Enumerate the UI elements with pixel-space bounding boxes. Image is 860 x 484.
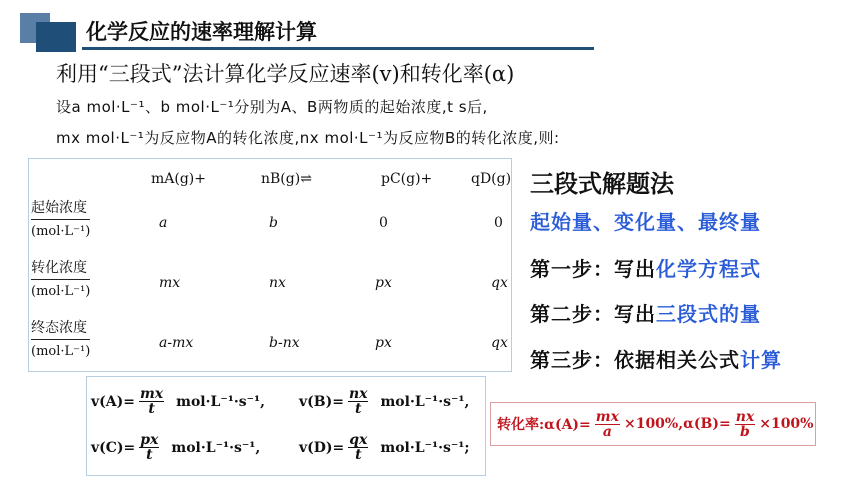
table-header-c: pC(g)+	[381, 171, 433, 187]
table-cell: px	[375, 335, 392, 351]
table-header-b: nB(g)⇌	[261, 171, 312, 187]
table-header-d: qD(g)	[471, 171, 512, 187]
formula-vC: v(C)= $\frac{px}{t}$ mol·L⁻¹·s⁻¹,	[91, 432, 261, 463]
table-cell: nx	[269, 275, 286, 291]
method-step-2: 第二步：写出三段式的量	[530, 302, 761, 326]
page-title: 化学反应的速率理解计算	[86, 20, 317, 44]
formula-vD: v(D)= $\frac{qx}{t}$ mol·L⁻¹·s⁻¹;	[299, 432, 470, 463]
method-title: 三段式解题法	[530, 170, 674, 198]
row-label-final: 终态浓度 (mol·L⁻¹)	[31, 320, 91, 359]
table-cell: b	[269, 215, 278, 231]
page-subtitle: 利用“三段式”法计算化学反应速率(v)和转化率(α)	[56, 62, 515, 86]
table-cell: qx	[491, 275, 508, 291]
formula-vB: v(B)= $\frac{nx}{t}$ mol·L⁻¹·s⁻¹,	[299, 386, 470, 417]
table-header-a: mA(g)+	[151, 171, 207, 187]
table-cell: 0	[379, 215, 388, 231]
table-cell: b-nx	[269, 335, 300, 351]
table-cell: mx	[159, 275, 181, 291]
table-cell: px	[375, 275, 392, 291]
conversion-rate-formula: 转化率:α(A)= $\frac{mx}{a}$ ×100%,α(B)= $\frac{nx}{b}$ ×100%	[490, 402, 816, 446]
three-stage-table	[28, 158, 512, 372]
table-cell: a-mx	[159, 335, 194, 351]
method-step-1: 第一步：写出化学方程式	[530, 257, 761, 281]
rate-formula-box	[86, 376, 486, 476]
formula-vA: v(A)= $\frac{mx}{t}$ mol·L⁻¹·s⁻¹,	[91, 386, 266, 417]
intro-line-2: mx mol·L⁻¹为反应物A的转化浓度,nx mol·L⁻¹为反应物B的转化浓度,则:	[56, 129, 560, 147]
row-label-initial: 起始浓度 (mol·L⁻¹)	[31, 200, 91, 239]
table-cell: 0	[494, 215, 503, 231]
method-step-3: 第三步：依据相关公式计算	[530, 348, 782, 372]
table-cell: a	[159, 215, 168, 231]
row-label-change: 转化浓度 (mol·L⁻¹)	[31, 260, 91, 299]
title-underline	[82, 47, 594, 50]
intro-line-1: 设a mol·L⁻¹、b mol·L⁻¹分别为A、B两物质的起始浓度,t s后,	[56, 98, 488, 116]
table-cell: qx	[491, 335, 508, 351]
method-keywords: 起始量、变化量、最终量	[530, 210, 761, 234]
title-decoration-square-dark	[36, 22, 76, 52]
